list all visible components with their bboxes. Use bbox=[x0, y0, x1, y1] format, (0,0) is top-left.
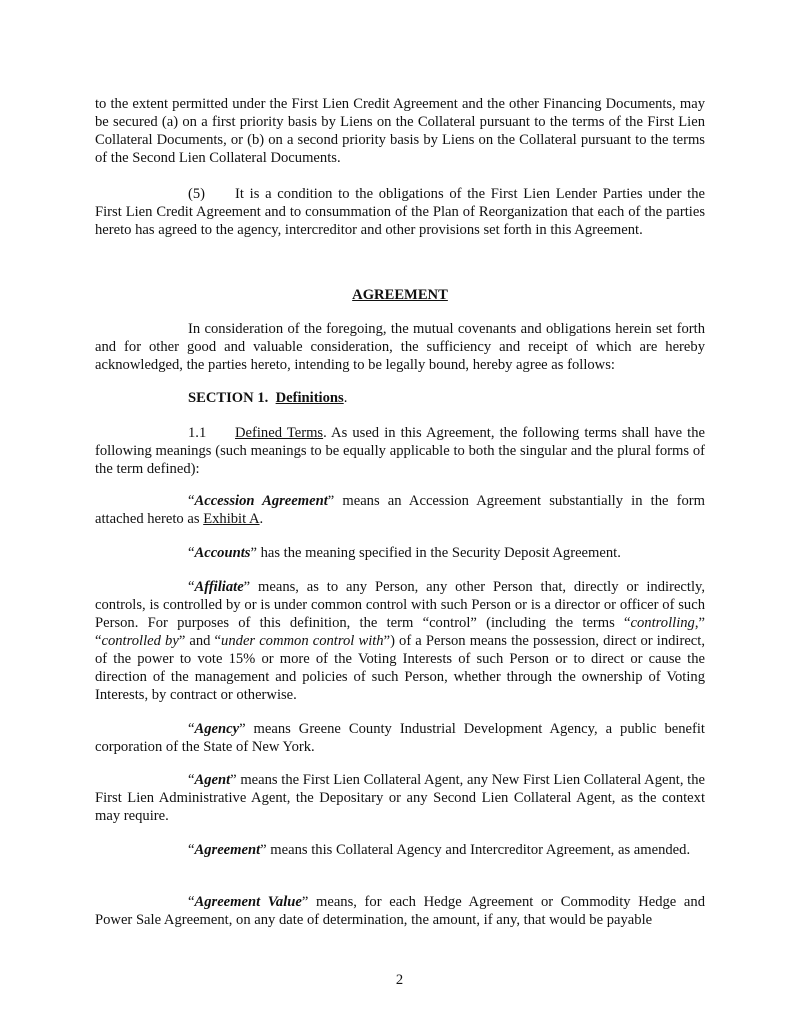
defined-term: Agreement Value bbox=[194, 894, 302, 910]
definition-agreement-value: “Agreement Value” means, for each Hedge Agreement or Commodity Hedge and Power Sale Agreement, on any date of determination, the amount, if any, that would be payable bbox=[95, 894, 705, 928]
recital-5-paragraph bbox=[95, 185, 705, 239]
definition-agent: “Agent” means the First Lien Collateral Agent, any New First Lien Collateral Agent, the First Lien Administrative Agent, the Depositary or any Second Lien Collateral Agent, as the context may require. bbox=[95, 772, 705, 824]
section-label: SECTION 1. bbox=[188, 390, 269, 406]
defined-terms-title: Defined Terms bbox=[235, 425, 324, 441]
recital-text: It is a condition to the obligations of the First Lien Lender Parties under the First Lien Credit Agreement and to consummation of the Plan of Reorganization that each of the parties hereto has agreed to the agency, intercreditor and other provisions set forth in this Agreement. bbox=[95, 186, 705, 238]
continuation-paragraph: to the extent permitted under the First Lien Credit Agreement and the other Financing Documents, may be secured (a) on a first priority basis by Liens on the Collateral pursuant to the terms of the First Lien Collateral Documents, or (b) on a second priority basis by Liens on the Collateral pursuant to the terms of the Second Lien Collateral Documents. bbox=[95, 96, 705, 166]
consideration-paragraph: In consideration of the foregoing, the mutual covenants and obligations herein set forth and for other good and valuable consideration, the sufficiency and receipt of which are hereby acknowledged, the parties hereto, intending to be legally bound, hereby agree as follows: bbox=[95, 321, 705, 373]
defined-term: Accounts bbox=[194, 545, 251, 561]
definition-affiliate: “Affiliate” means, as to any Person, any other Person that, directly or indirectly, controls, is controlled by or is under common control with such Person or is a director or officer of such Person. For purposes of this definition, the term “control” (including the terms “controlling,” “controlled by” and “under common control with”) of a Person means the possession, direct or indirect, of the power to vote 15% or more of the Voting Interests of such Person or to direct or cause the direction of the management and policies of such Person, whether through the ownership of Voting Interests, by contract or otherwise. bbox=[95, 579, 705, 703]
defined-term: Agency bbox=[194, 721, 240, 737]
agreement-heading: AGREEMENT bbox=[352, 287, 448, 303]
defined-term: Accession Agreement bbox=[194, 493, 328, 509]
recital-number: (5) bbox=[188, 186, 206, 202]
section-title: Definitions bbox=[275, 390, 344, 406]
exhibit-a-reference: Exhibit A bbox=[203, 511, 260, 527]
defined-term: Affiliate bbox=[194, 579, 244, 595]
definition-agreement: “Agreement” means this Collateral Agency and Intercreditor Agreement, as amended. bbox=[188, 842, 691, 858]
definition-accession-agreement: “Accession Agreement” means an Accession Agreement substantially in the form attached hereto as Exhibit A. bbox=[95, 493, 705, 527]
page-number: 2 bbox=[395, 972, 404, 988]
definition-agency: “Agency” means Greene County Industrial Development Agency, a public benefit corporation of the State of New York. bbox=[95, 721, 705, 755]
defined-terms-paragraph: 1.1 Defined Terms. As used in this Agreement, the following terms shall have the following meanings (such meanings to be equally applicable to both the singular and the plural forms of the term defined): bbox=[95, 425, 706, 477]
defined-term: Agreement bbox=[194, 842, 261, 858]
section-1-heading: SECTION 1. Definitions. bbox=[188, 390, 348, 406]
definition-accounts: “Accounts” has the meaning specified in the Security Deposit Agreement. bbox=[188, 545, 621, 561]
defined-term: Agent bbox=[194, 772, 231, 788]
defined-terms-number: 1.1 bbox=[188, 425, 207, 441]
